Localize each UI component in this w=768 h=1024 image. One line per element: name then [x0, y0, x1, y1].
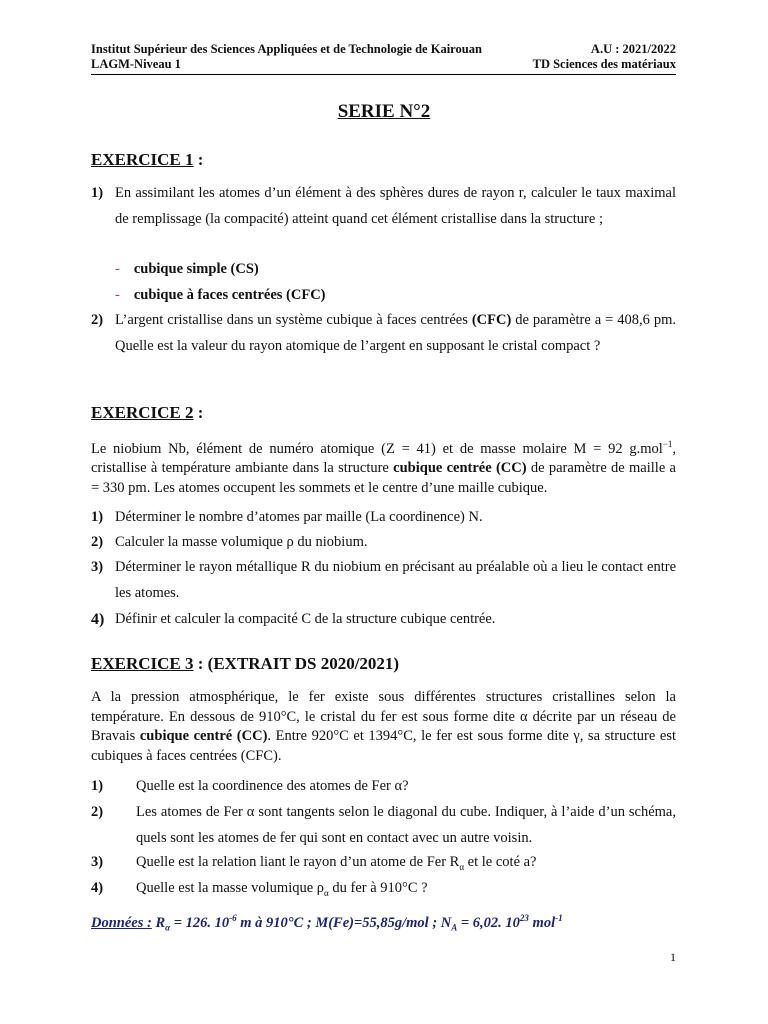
- ex2-question-4: 4) Définir et calculer la compacité C de la structure cubique centrée.: [91, 611, 496, 628]
- page-title: SERIE N°2: [337, 101, 431, 122]
- ex3-question-1: 1) Quelle est la coordinence des atomes de Fer α?: [91, 778, 409, 794]
- ex1-bullet-cs: - cubique simple (CS): [115, 261, 259, 277]
- ex1-bullet-cfc: - cubique à faces centrées (CFC): [115, 287, 326, 303]
- ex2-statement: Le niobium Nb, élément de numéro atomique (Z = 41) et de masse molaire M = 92 g.mol$^{-1}$, cristallise à température ambiante dans la structure cubique centrée (CC) de paramètre de maille a = 330 pm. Les atomes occupent les sommets et le centre d’une maille cubique.: [91, 439, 676, 496]
- ex3-question-2: 2) Les atomes de Fer α sont tangents selon le diagonal du cube. Indiquer, à l’aide d’un schéma, quels sont les atomes de fer qui sont en contact avec un autre voisin.: [91, 804, 676, 846]
- ex1-question-2: 2) L’argent cristallise dans un système cubique à faces centrées (CFC) de paramètre a = 408,6 pm. Quelle est la valeur du rayon atomique de l’argent en supposant le cristal compact ?: [91, 312, 676, 354]
- exercise-1-title: EXERCICE 1 :: [91, 150, 204, 169]
- header-rule: [91, 74, 676, 75]
- page-header: [91, 42, 676, 75]
- ex3-statement: A la pression atmosphérique, le fer existe sous différentes structures cristallines selon la température. En dessous de 910°C, le cristal du fer est sous forme dite α décrite par un réseau de Bravais cubique centré (CC). Entre 920°C et 1394°C, le fer est sous forme dite γ, sa structure est cubiques à faces centrées (CFC).: [91, 689, 676, 764]
- given-data: Données : $R_\alpha = 126$. $10^{-6}$ m à 910°C ; M(Fe)=55,85g/mol ; $N_A = 6,02$. $10^{23}$ mol$^{-1}$: [91, 913, 563, 933]
- ex2-question-1: 1) Déterminer le nombre d’atomes par maille (La coordinence) N.: [91, 509, 483, 525]
- exercise-2-title: EXERCICE 2 :: [91, 403, 204, 422]
- page-number: 1: [670, 950, 676, 964]
- academic-year: A.U : 2021/2022: [590, 42, 676, 56]
- ex2-question-3: 3) Déterminer le rayon métallique R du niobium en précisant au préalable où a lieu le contact entre les atomes.: [91, 559, 676, 601]
- ex1-question-1: 1) En assimilant les atomes d’un élément à des sphères dures de rayon r, calculer le taux maximal de remplissage (la compacité) atteint quand cet élément cristallise dans la structure ;: [91, 185, 676, 227]
- institution-name: Institut Supérieur des Sciences Appliquées et de Technologie de Kairouan: [91, 42, 482, 56]
- course-name: TD Sciences des matériaux: [532, 57, 676, 71]
- ex2-question-2: 2) Calculer la masse volumique ρ du niobium.: [91, 534, 368, 550]
- ex3-question-3: 3) Quelle est la relation liant le rayon d’un atome de Fer $R_\alpha$ et le coté a?: [91, 854, 537, 872]
- exercise-3-title: EXERCICE 3 : (EXTRAIT DS 2020/2021): [91, 654, 400, 673]
- level: LAGM-Niveau 1: [91, 57, 181, 71]
- ex3-question-4: 4) Quelle est la masse volumique $\rho_\alpha$ du fer à 910°C ?: [91, 880, 428, 898]
